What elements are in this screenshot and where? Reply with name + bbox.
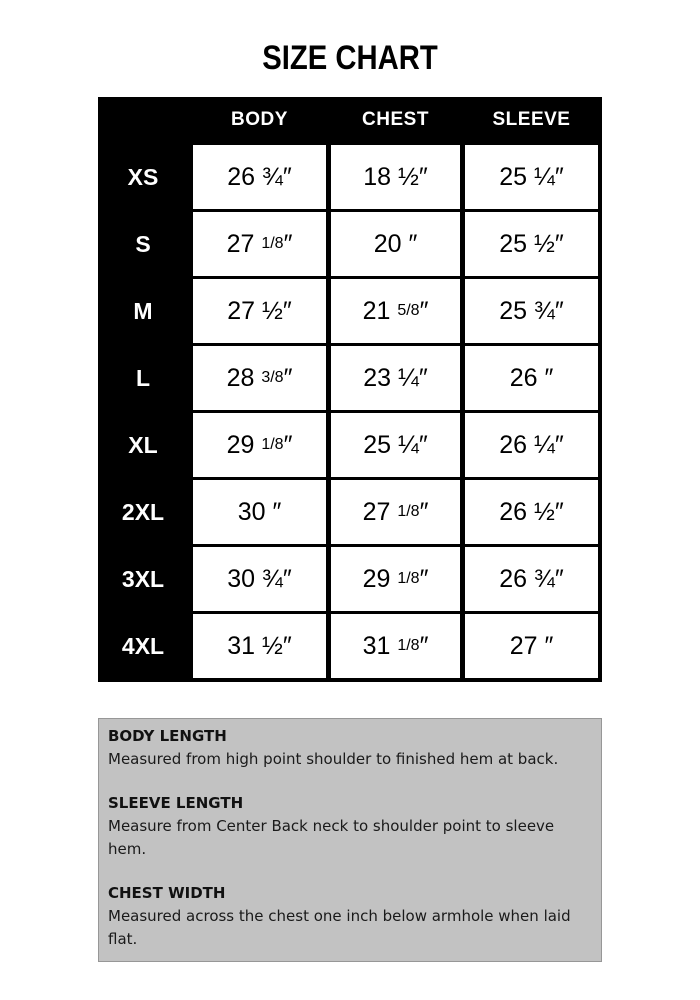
cell-m-sleeve	[465, 279, 598, 343]
inch-mark: ″	[283, 431, 293, 459]
measurement-value: 27 ½	[227, 297, 283, 325]
measurement-value: 18 ½	[363, 163, 419, 191]
note-body-length	[108, 725, 591, 771]
row-label-l: L	[135, 364, 151, 391]
notes-box	[98, 718, 602, 962]
inch-mark: ″	[418, 364, 428, 392]
cell-xl-chest	[331, 413, 460, 477]
row-label-s: S	[135, 230, 151, 257]
cell-3xl-body	[193, 547, 326, 611]
measurement-value: 25 ¾	[499, 297, 555, 325]
measurement-value: 21	[362, 297, 398, 325]
measurement-fraction: 1/8	[397, 503, 420, 520]
cell-l-body	[193, 346, 326, 410]
inch-mark: ″	[554, 498, 564, 526]
inch-mark: ″	[272, 498, 282, 526]
measurement-value: 26 ½	[499, 498, 555, 526]
note-text: Measured across the chest one inch below armhole when laid flat.	[108, 907, 571, 948]
inch-mark: ″	[554, 565, 564, 593]
page-title: SIZE CHART	[262, 39, 438, 77]
cell-s-chest	[331, 212, 460, 276]
cell-2xl-chest	[331, 480, 460, 544]
inch-mark: ″	[544, 632, 554, 660]
inch-mark: ″	[554, 163, 564, 191]
cell-l-chest	[331, 346, 460, 410]
inch-mark: ″	[282, 163, 292, 191]
cell-l-sleeve	[465, 346, 598, 410]
cell-4xl-chest	[331, 614, 460, 678]
measurement-value: 20	[373, 230, 409, 258]
cell-xl-body	[193, 413, 326, 477]
cell-2xl-body	[193, 480, 326, 544]
cell-s-sleeve	[465, 212, 598, 276]
cell-4xl-sleeve	[465, 614, 598, 678]
measurement-fraction: 3/8	[261, 369, 284, 386]
measurement-value: 26 ¼	[499, 431, 555, 459]
cell-2xl-sleeve	[465, 480, 598, 544]
cell-4xl-body	[193, 614, 326, 678]
row-label-4xl: 4XL	[121, 632, 165, 659]
inch-mark: ″	[544, 364, 554, 392]
measurement-value: 26 ¾	[227, 163, 283, 191]
inch-mark: ″	[419, 297, 429, 325]
inch-mark: ″	[418, 163, 428, 191]
row-label-m: M	[133, 297, 153, 324]
row-label-xl: XL	[128, 431, 158, 458]
measurement-value: 27	[509, 632, 545, 660]
inch-mark: ″	[419, 498, 429, 526]
inch-mark: ″	[283, 364, 293, 392]
note-text: Measured from high point shoulder to finished hem at back.	[108, 750, 559, 768]
measurement-fraction: 1/8	[397, 570, 420, 587]
header-cell-body: BODY	[231, 108, 288, 130]
inch-mark: ″	[408, 230, 418, 258]
measurement-value: 30 ¾	[227, 565, 283, 593]
measurement-value: 26	[509, 364, 545, 392]
measurement-value: 27	[226, 230, 262, 258]
header-cell-chest: CHEST	[362, 108, 429, 130]
note-text: Measure from Center Back neck to shoulder point to sleeve hem.	[108, 817, 555, 858]
row-label-xs: XS	[127, 163, 159, 190]
measurement-value: 25 ½	[499, 230, 555, 258]
size-table	[98, 97, 602, 682]
measurement-value: 25 ¼	[499, 163, 555, 191]
inch-mark: ″	[554, 230, 564, 258]
measurement-fraction: 1/8	[261, 436, 284, 453]
measurement-value: 30	[237, 498, 273, 526]
measurement-value: 29	[362, 565, 398, 593]
cell-3xl-chest	[331, 547, 460, 611]
inch-mark: ″	[418, 431, 428, 459]
cell-3xl-sleeve	[465, 547, 598, 611]
title-container	[0, 38, 700, 78]
measurement-value: 27	[362, 498, 398, 526]
inch-mark: ″	[282, 565, 292, 593]
cell-s-body	[193, 212, 326, 276]
measurement-fraction: 1/8	[261, 235, 284, 252]
note-heading: BODY LENGTH	[108, 727, 227, 745]
note-sleeve-length	[108, 792, 591, 861]
inch-mark: ″	[554, 431, 564, 459]
measurement-value: 29	[226, 431, 262, 459]
header-cell-sleeve: SLEEVE	[492, 108, 571, 130]
measurement-value: 31 ½	[227, 632, 283, 660]
note-heading: CHEST WIDTH	[108, 884, 226, 902]
measurement-value: 26 ¾	[499, 565, 555, 593]
cell-xs-chest	[331, 145, 460, 209]
cell-m-body	[193, 279, 326, 343]
inch-mark: ″	[554, 297, 564, 325]
cell-xs-body	[193, 145, 326, 209]
cell-xs-sleeve	[465, 145, 598, 209]
row-label-2xl: 2XL	[121, 498, 165, 525]
measurement-value: 25 ¼	[363, 431, 419, 459]
inch-mark: ″	[282, 297, 292, 325]
measurement-fraction: 1/8	[397, 637, 420, 654]
inch-mark: ″	[419, 632, 429, 660]
note-heading: SLEEVE LENGTH	[108, 794, 244, 812]
measurement-value: 28	[226, 364, 262, 392]
measurement-fraction: 5/8	[397, 302, 420, 319]
measurement-value: 23 ¼	[363, 364, 419, 392]
inch-mark: ″	[282, 632, 292, 660]
row-label-3xl: 3XL	[121, 565, 165, 592]
note-chest-width	[108, 882, 591, 951]
inch-mark: ″	[419, 565, 429, 593]
cell-xl-sleeve	[465, 413, 598, 477]
measurement-value: 31	[362, 632, 398, 660]
table-corner-cell	[98, 97, 188, 142]
inch-mark: ″	[283, 230, 293, 258]
cell-m-chest	[331, 279, 460, 343]
